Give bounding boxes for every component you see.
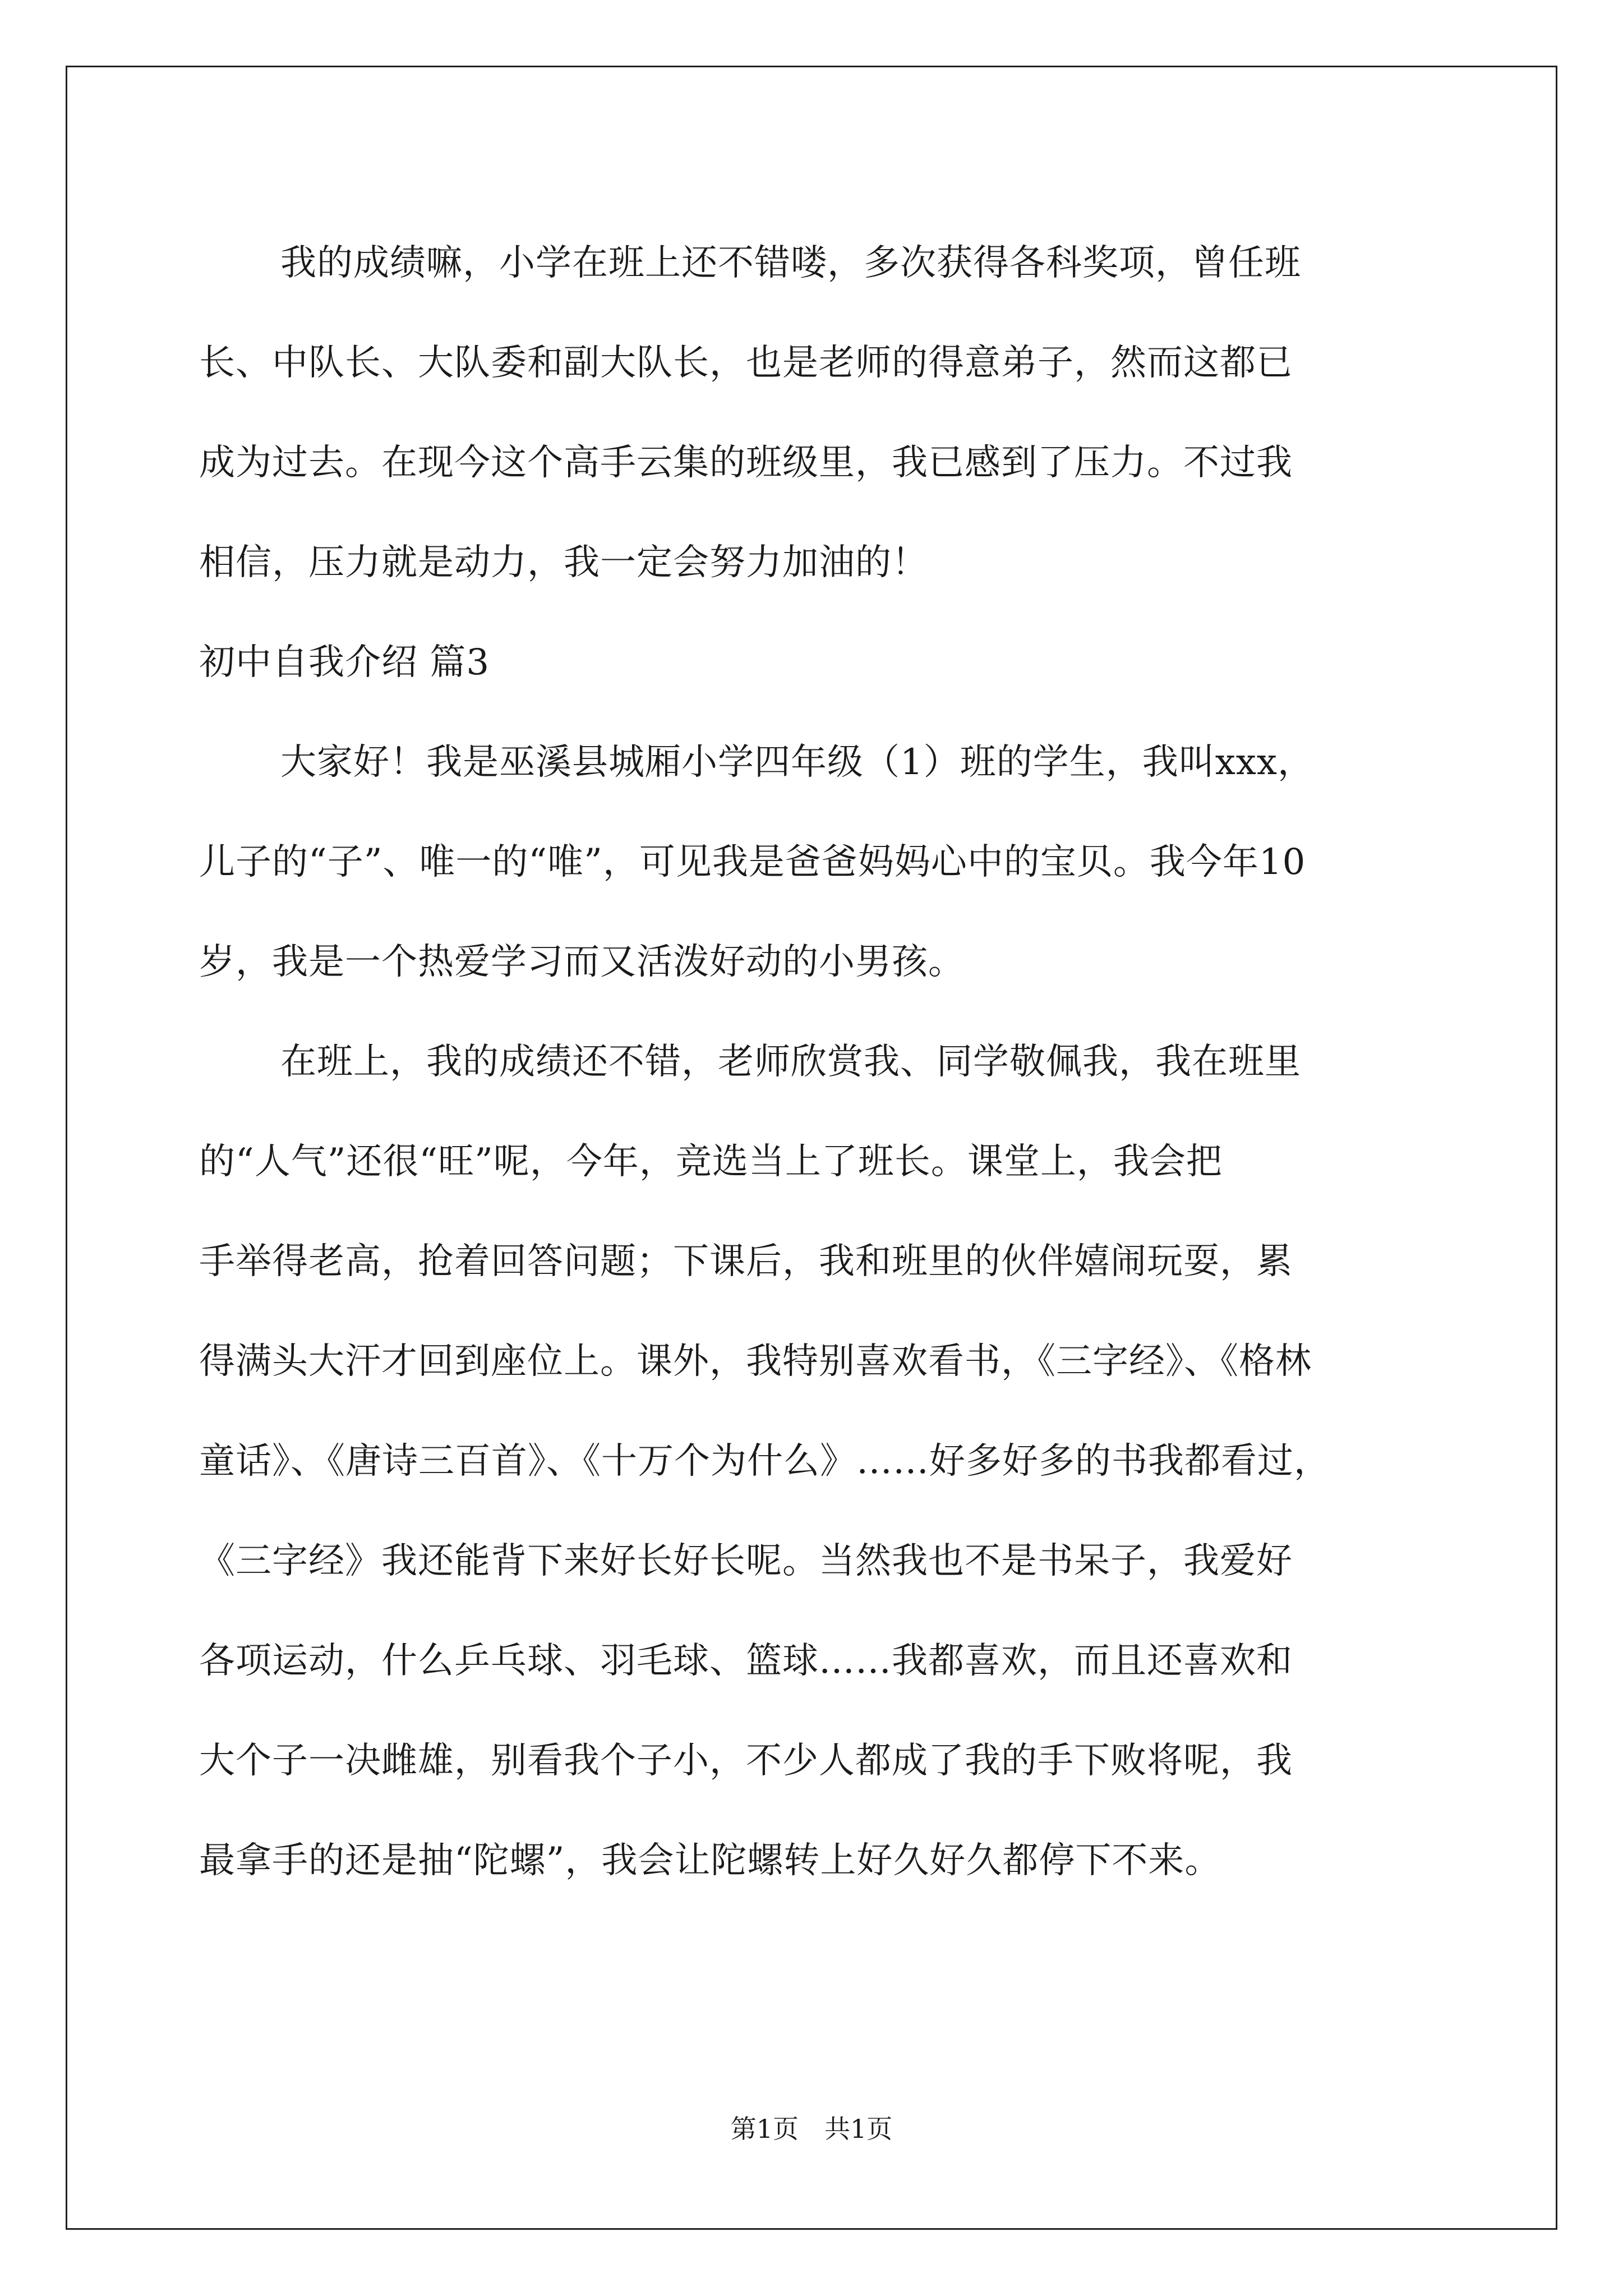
- text-line: 得满头大汗才回到座位上。课外，我特别喜欢看书，《三字经》、《格林: [199, 1341, 1312, 1382]
- text-line: 长、中队长、大队委和副大队长，也是老师的得意弟子，然而这都已: [199, 342, 1293, 384]
- text-line: 各项运动，什么乒乓球、羽毛球、篮球……我都喜欢，而且还喜欢和: [199, 1640, 1293, 1682]
- text-line: 在班上，我的成绩还不错，老师欣赏我、同学敬佩我，我在班里: [280, 1041, 1301, 1083]
- page-footer: 第1页 共1页: [730, 2114, 893, 2144]
- text-line: 最拿手的还是抽“陀螺”，我会让陀螺转上好久好久都停下不来。: [199, 1840, 1221, 1881]
- document-body: [199, 213, 1455, 1911]
- text-line: 成为过去。在现今这个高手云集的班级里，我已感到了压力。不过我: [199, 442, 1293, 484]
- text-line: 《三字经》我还能背下来好长好长呢。当然我也不是书呆子，我爱好: [199, 1540, 1293, 1582]
- text-line: 手举得老高，抢着回答问题；下课后，我和班里的伙伴嬉闹玩耍，累: [199, 1241, 1293, 1282]
- text-line: 儿子的“子”、唯一的“唯”，可见我是爸爸妈妈心中的宝贝。我今年10: [199, 841, 1306, 883]
- text-line: 大个子一决雌雄，别看我个子小，不少人都成了我的手下败将呢，我: [199, 1740, 1293, 1782]
- text-line: 大家好！我是巫溪县城厢小学四年级（1）班的学生，我叫xxx，: [280, 742, 1314, 783]
- text-line: 的“人气”还很“旺”呢，今年，竞选当上了班长。课堂上，我会把: [199, 1141, 1223, 1182]
- text-line: 相信，压力就是动力，我一定会努力加油的！: [199, 542, 928, 583]
- section-heading: 初中自我介绍 篇3: [199, 642, 490, 683]
- text-line: 岁，我是一个热爱学习而又活泼好动的小男孩。: [199, 941, 965, 983]
- text-line: 我的成绩嘛，小学在班上还不错喽，多次获得各科奖项，曾任班: [280, 242, 1301, 284]
- text-line: 童话》、《唐诗三百首》、《十万个为什么》……好多好多的书我都看过，: [199, 1441, 1330, 1482]
